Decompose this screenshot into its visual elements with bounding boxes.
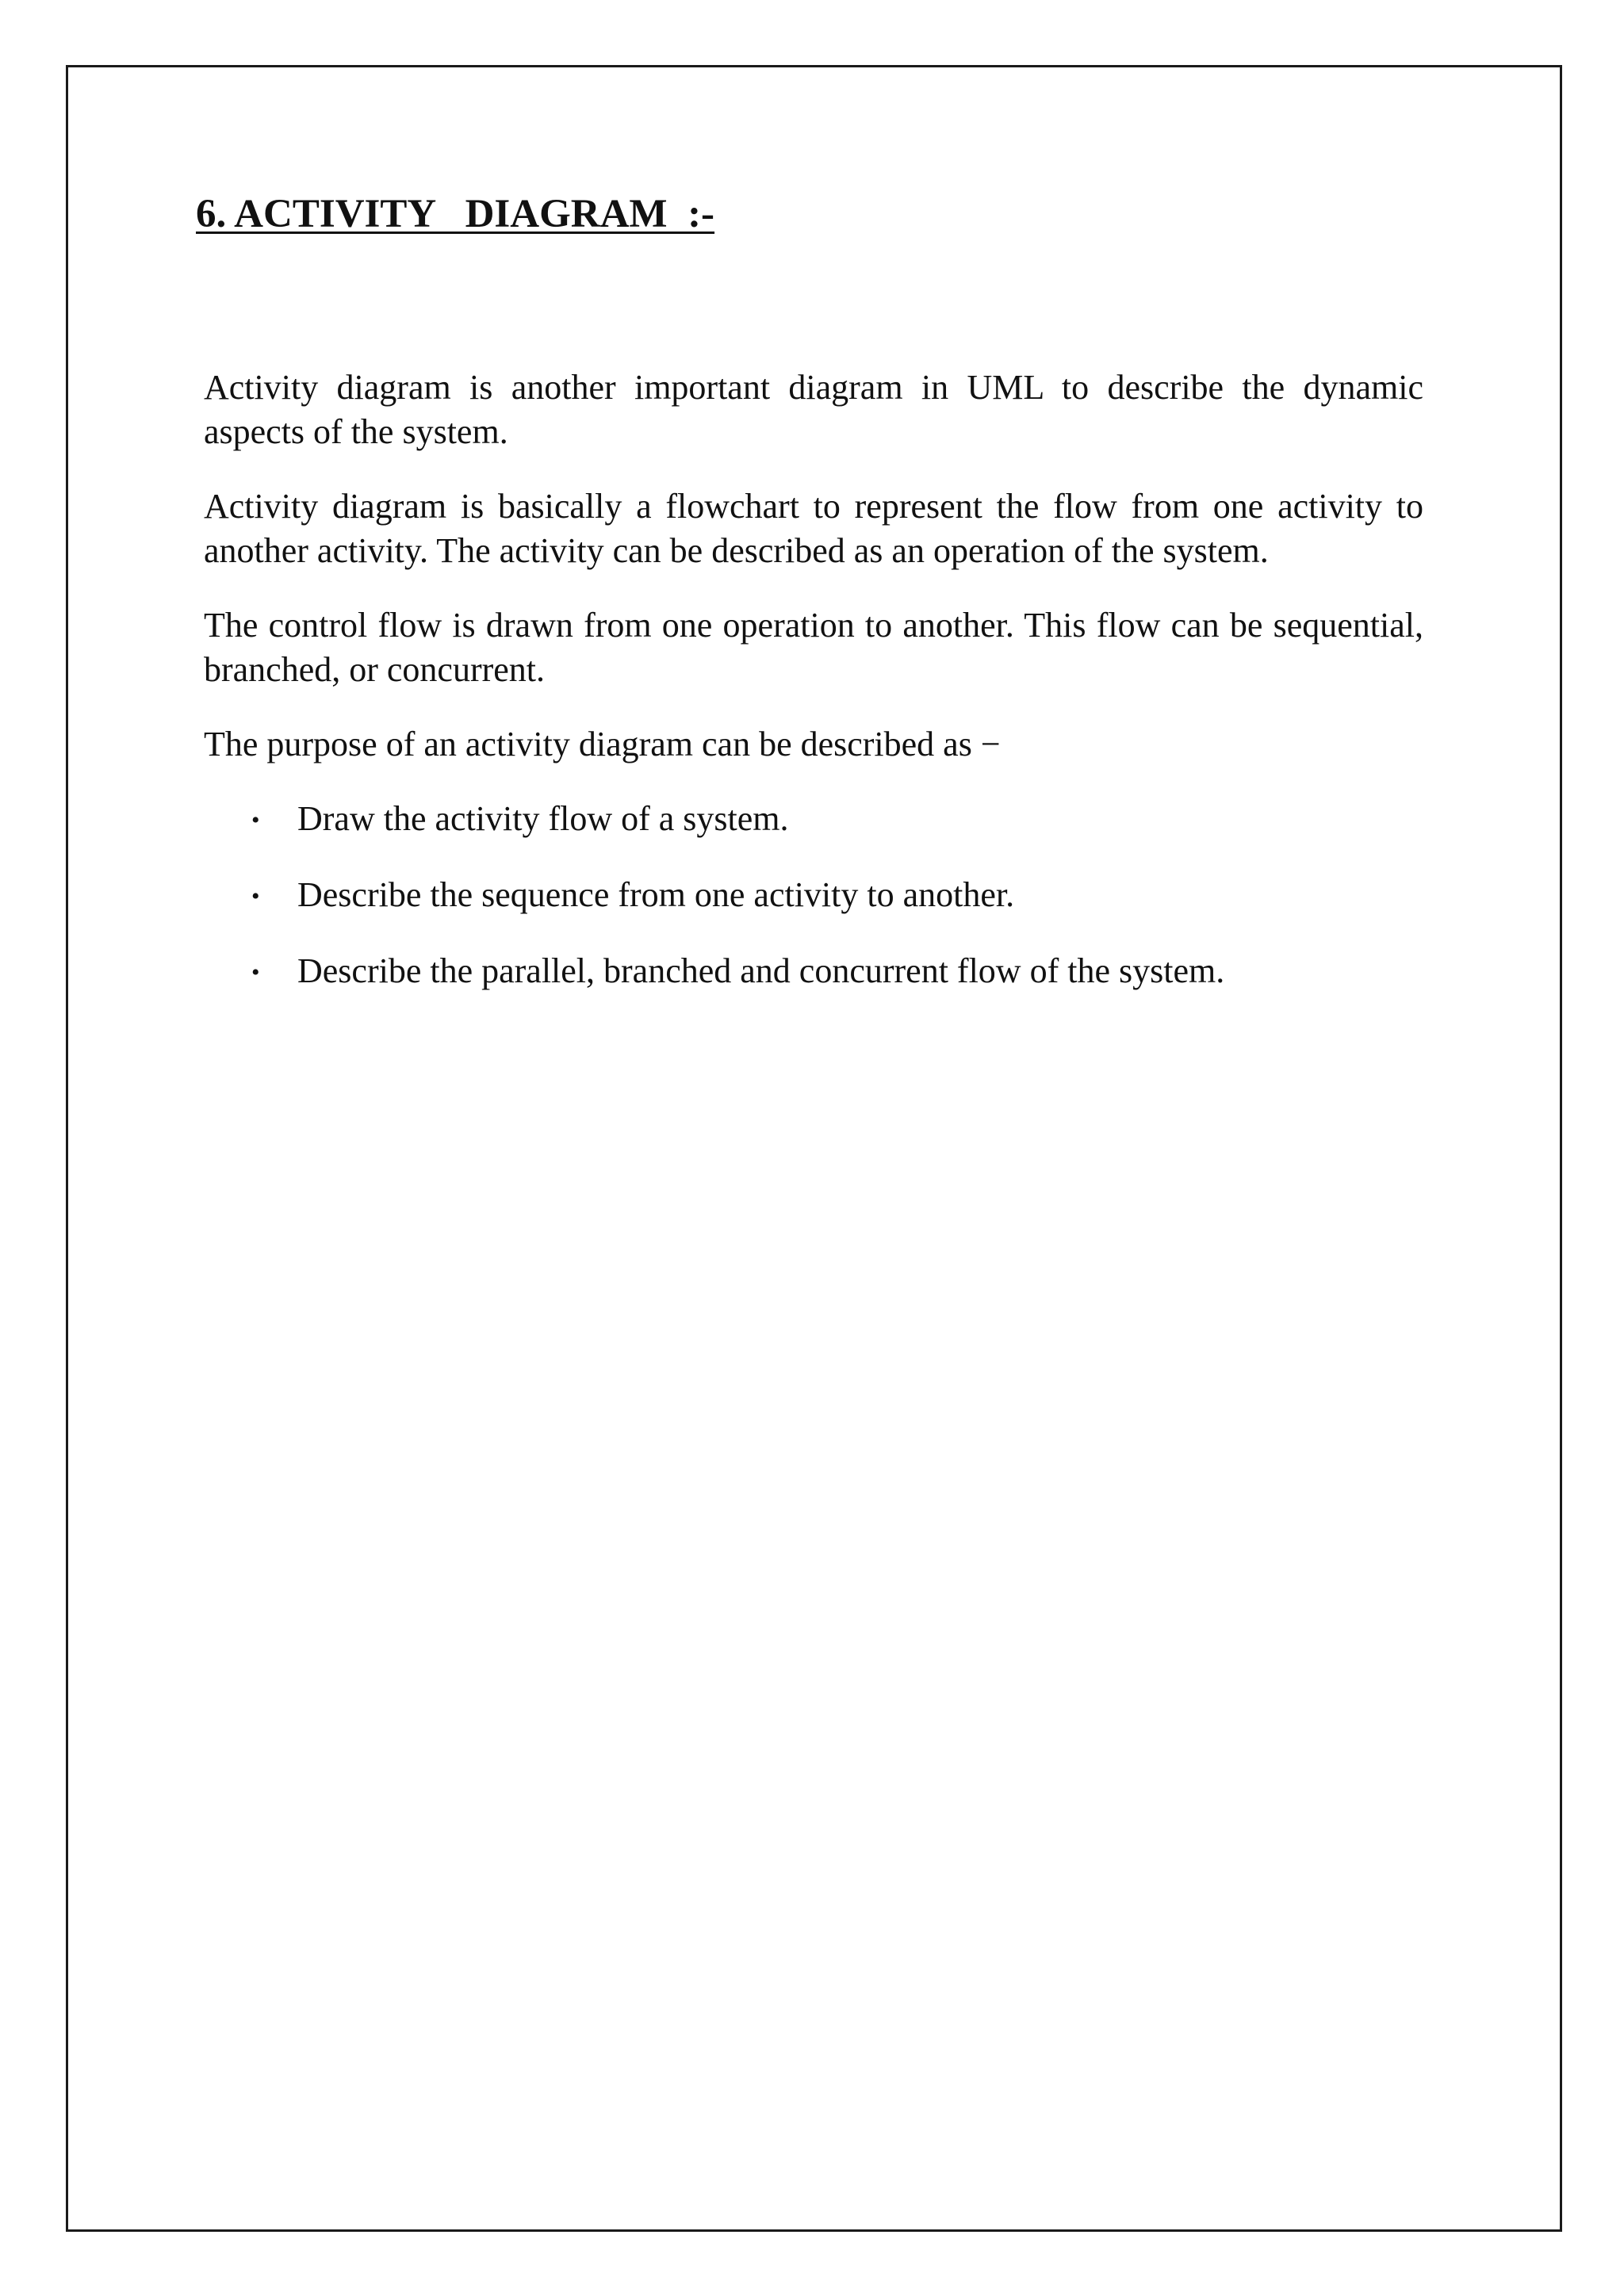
list-item-text: Draw the activity flow of a system.	[297, 799, 789, 838]
bullet-icon: •	[251, 807, 260, 833]
purpose-list	[204, 797, 1423, 993]
paragraph-intro: Activity diagram is another important diagram in UML to describe the dynamic aspects of the system.	[204, 368, 1423, 451]
list-item	[204, 873, 1423, 917]
bullet-icon: •	[251, 959, 260, 985]
list-item	[204, 949, 1423, 993]
paragraph-control-flow: The control flow is drawn from one operation to another. This flow can be sequential, branched, or concurrent.	[204, 606, 1423, 689]
list-item-text: Describe the sequence from one activity to another.	[297, 875, 1015, 914]
bullet-icon: •	[251, 883, 260, 909]
paragraph-flowchart: Activity diagram is basically a flowchart to represent the flow from one activity to another activity. The activity can be described as an operation of the system.	[204, 487, 1423, 570]
list-item	[204, 797, 1423, 841]
body-text	[204, 365, 1423, 1025]
list-item-text: Describe the parallel, branched and concurrent flow of the system.	[297, 951, 1225, 990]
paragraph-purpose: The purpose of an activity diagram can be described as −	[204, 725, 1001, 763]
page-title: 6. ACTIVITY DIAGRAM :-	[196, 192, 715, 236]
